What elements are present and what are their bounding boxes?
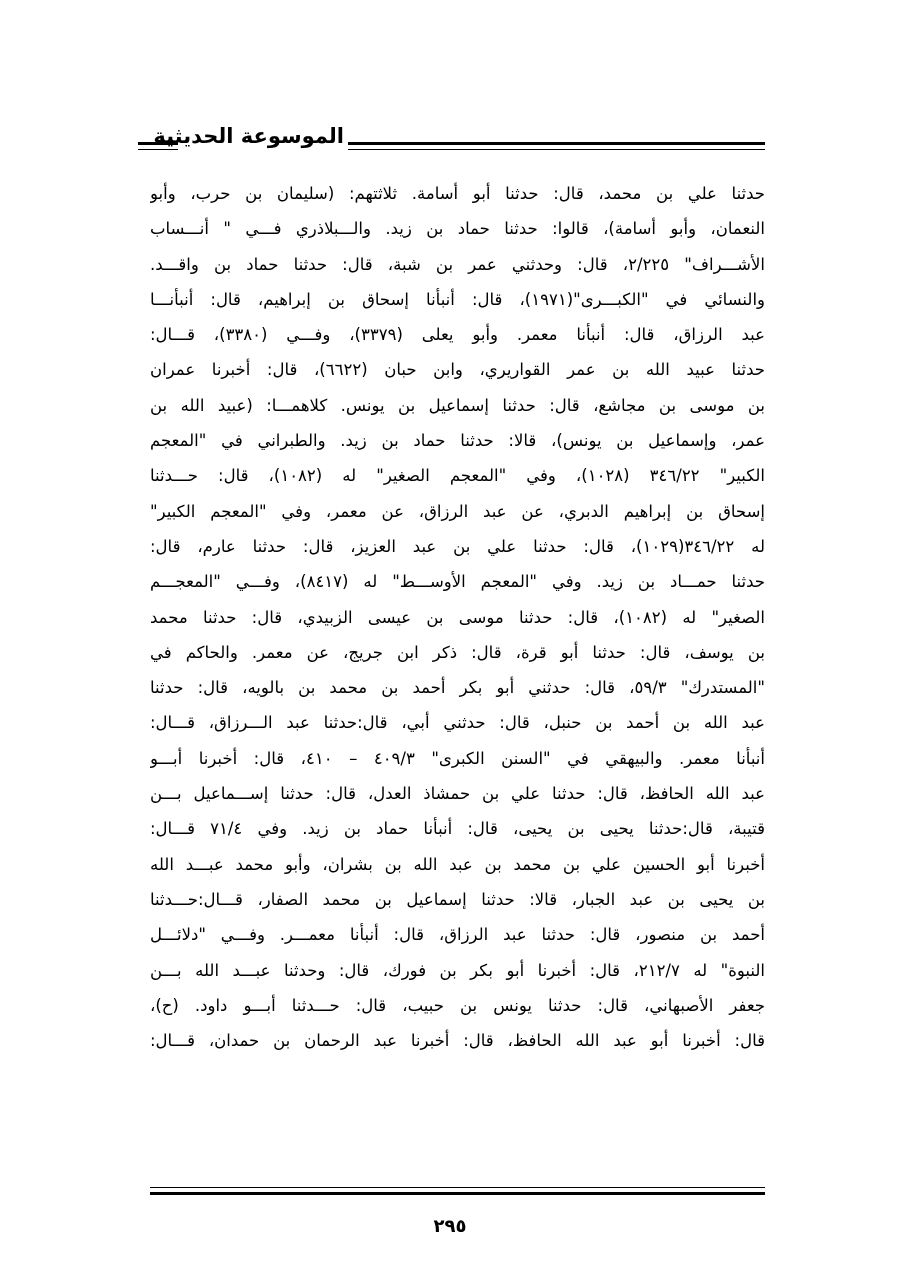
header-rule-left-thin	[138, 149, 178, 150]
text-line: بن يحيى بن عبد الجبار، قالا: حدثنا إسماعيل بن محمد الصفار، قـــال:حـــدثنا	[150, 889, 765, 909]
text-line: عبد الله الحافظ، قال: حدثنا علي بن حمشاذ العدل، قال: حدثنا إســـماعيل بـــن	[150, 784, 765, 804]
footer-rules	[150, 1187, 765, 1195]
text-line: النبوة" له ٢١٢/٧، قال: أخبرنا أبو بكر بن فورك، قال: وحدثنا عبـــد الله بـــن	[150, 960, 765, 980]
footer-rule-thick	[150, 1192, 765, 1195]
text-line: الكبير" ٣٤٦/٢٢ (١٠٢٨)، وفي "المعجم الصغير" له (١٠٨٢)، قال: حـــدثنا	[150, 466, 765, 486]
text-line: عبد الرزاق، قال: أنبأنا معمر. وأبو يعلى (٣٣٧٩)، وفـــي (٣٣٨٠)، قـــال:	[150, 325, 765, 345]
text-line: حدثنا حمـــاد بن زيد. وفي "المعجم الأوســـط" له (٨٤١٧)، وفـــي "المعجـــم	[150, 572, 765, 592]
text-line: قتيبة، قال:حدثنا يحيى بن يحيى، قال: أنبأنا حماد بن زيد. وفي ٧١/٤ قـــال:	[150, 819, 765, 839]
page-number: ٢٩٥	[433, 1216, 467, 1237]
header-title: الموسوعة الحديثية	[153, 124, 344, 148]
text-line: له ٣٤٦/٢٢(١٠٢٩)، قال: حدثنا علي بن عبد العزيز، قال: حدثنا عارم، قال:	[150, 536, 765, 556]
text-line: والنسائي في "الكبـــرى"(١٩٧١)، قال: أنبأنا إسحاق بن إبراهيم، قال: أنبأنـــا	[150, 289, 765, 309]
header-rule-right	[348, 142, 765, 145]
text-line: "المستدرك" ٥٩/٣، قال: حدثني أبو بكر أحمد بن محمد بن بالويه، قال: حدثنا	[150, 678, 765, 698]
text-line: إسحاق بن إبراهيم الدبري، عن عبد الرزاق، عن معمر، وفي "المعجم الكبير"	[150, 501, 765, 521]
text-line: حدثنا عبيد الله بن عمر القواريري، وابن حبان (٦٦٢٢)، قال: أخبرنا عمران	[150, 360, 765, 380]
text-line: بن يوسف، قال: حدثنا أبو قرة، قال: ذكر ابن جريج، عن معمر. والحاكم في	[150, 642, 765, 662]
text-line: الأشـــراف" ٢/٢٢٥، قال: وحدثني عمر بن شبة، قال: حدثنا حماد بن واقـــد.	[150, 254, 765, 274]
text-line: بن موسى بن مجاشع، قال: حدثنا إسماعيل بن يونس. كلاهمـــا: (عبيد الله بن	[150, 395, 765, 415]
text-line: عمر، وإسماعيل بن يونس)، قالا: حدثنا حماد بن زيد. والطبراني في "المعجم	[150, 431, 765, 451]
text-line: عبد الله بن أحمد بن حنبل، قال: حدثني أبي، قال:حدثنا عبد الـــرزاق، قـــال:	[150, 713, 765, 733]
text-line: النعمان، وأبو أسامة)، قالوا: حدثنا حماد بن زيد. والـــبلاذري فـــي " أنـــساب	[150, 219, 765, 239]
body-text	[150, 176, 765, 1058]
text-line: أخبرنا أبو الحسين علي بن محمد بن عبد الله بن بشران، وأبو محمد عبـــد الله	[150, 854, 765, 874]
text-line: الصغير" له (١٠٨٢)، قال: حدثنا موسى بن عيسى الزبيدي، قال: حدثنا محمد	[150, 607, 765, 627]
header-rule-right-thin	[348, 149, 765, 150]
text-line: جعفر الأصبهاني، قال: حدثنا يونس بن حبيب، قال: حـــدثنا أبـــو داود. (ح)،	[150, 995, 765, 1015]
text-line: أنبأنا معمر. والبيهقي في "السنن الكبرى" ٤٠٩/٣ – ٤١٠، قال: أخبرنا أبـــو	[150, 748, 765, 768]
footer-rule-thin	[150, 1187, 765, 1188]
page-header	[138, 118, 765, 158]
text-line: حدثنا علي بن محمد، قال: حدثنا أبو أسامة. ثلاثتهم: (سليمان بن حرب، وأبو	[150, 184, 765, 203]
text-line: قال: أخبرنا أبو عبد الله الحافظ، قال: أخبرنا عبد الرحمان بن حمدان، قـــال:	[150, 1031, 765, 1051]
header-rule-left	[138, 142, 178, 145]
text-line: أحمد بن منصور، قال: حدثنا عبد الرزاق، قال: أنبأنا معمـــر. وفـــي "دلائـــل	[150, 925, 765, 945]
